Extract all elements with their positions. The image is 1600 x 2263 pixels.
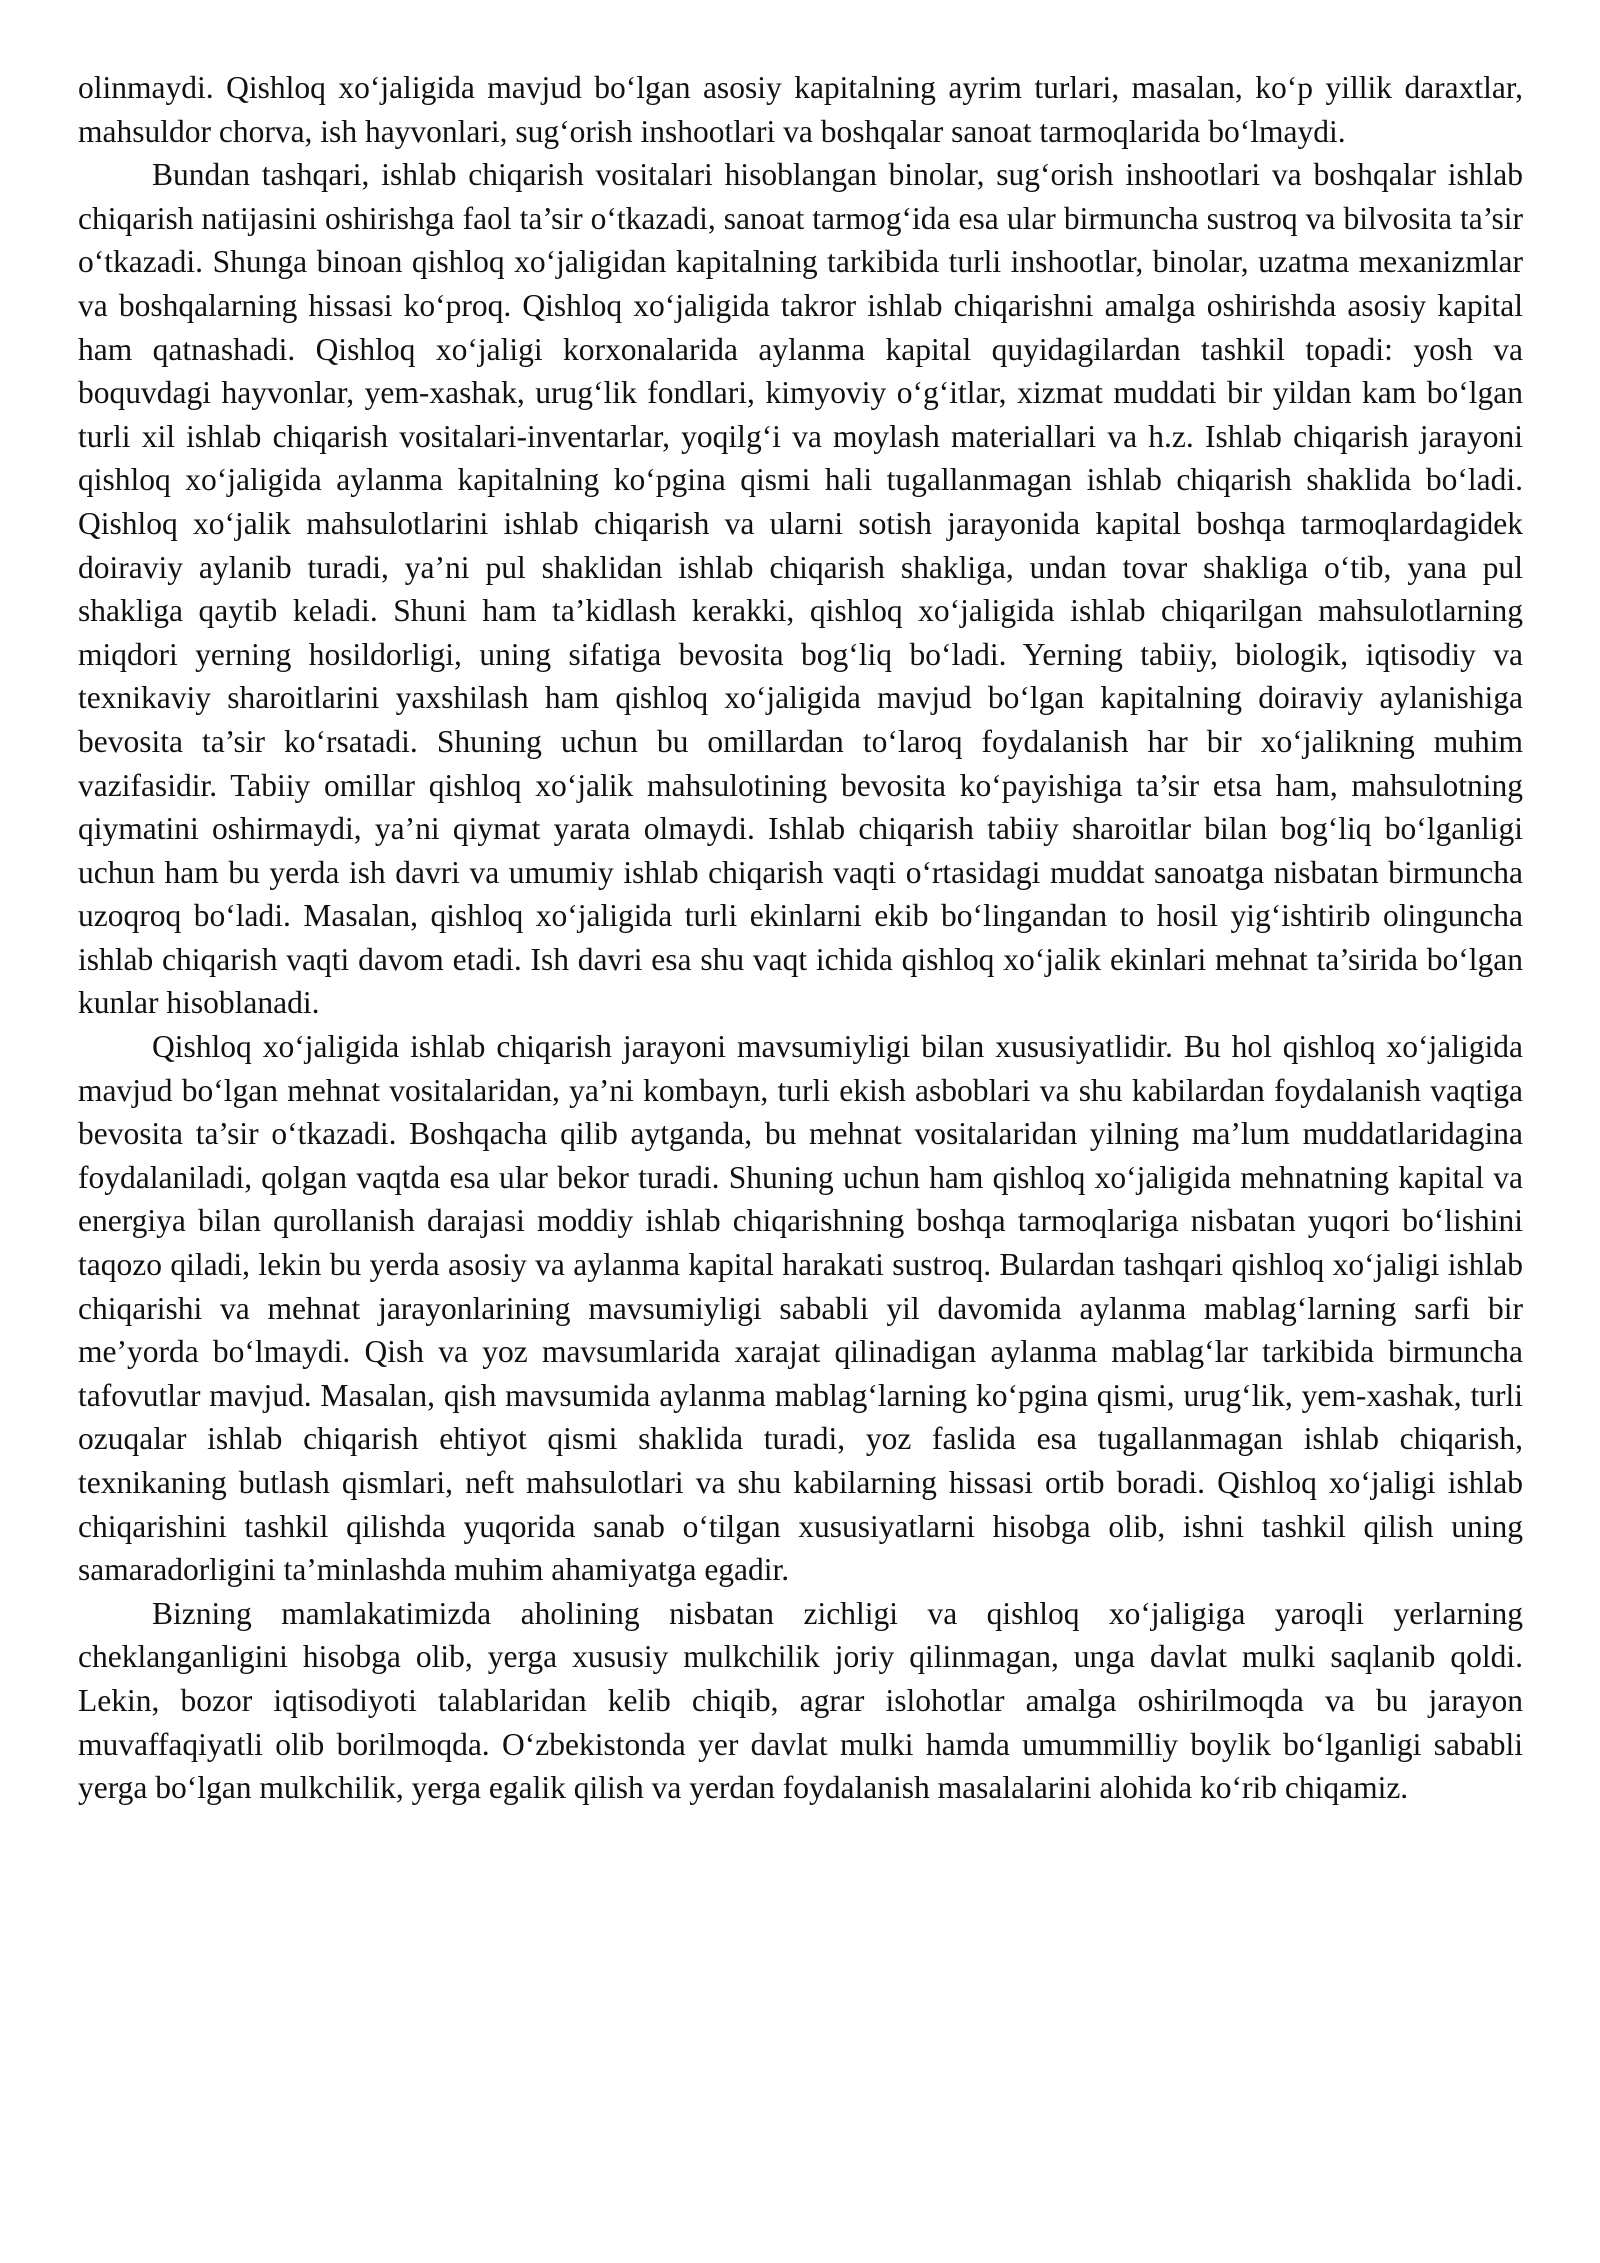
paragraph-production-means: Bundan tashqari, ishlab chiqarish vositalari hisoblangan binolar, sug‘orish inshootlari va boshqalar ishlab chiqarish natijasini oshirishga faol ta’sir o‘tkazadi, sanoat tarmog‘ida esa ular birmuncha sustroq va bilvosita ta’sir o‘tkazadi. Shunga binoan qishloq xo‘jaligidan kapitalning tarkibida turli inshootlar, binolar, uzatma mexanizmlar va boshqalarning hissasi ko‘proq. Qishloq xo‘jaligida takror ishlab chiqarishni amalga oshirishda asosiy kapital ham qatnashadi. Qishloq xo‘jaligi korxonalarida aylanma kapital quyidagilardan tashkil topadi: yosh va boquvdagi hayvonlar, yem-xashak, urug‘lik fondlari, kimyoviy o‘g‘itlar, xizmat muddati bir yildan kam bo‘lgan turli xil ishlab chiqarish vositalari-inventarlar, yoqilg‘i va moylash materiallari va h.z. Ishlab chiqarish jarayoni qishloq xo‘jaligida aylanma kapitalning ko‘pgina qismi hali tugallanmagan ishlab chiqarish shaklida bo‘ladi. Qishloq xo‘jalik mahsulotlarini ishlab chiqarish va ularni sotish jarayonida kapital boshqa tarmoqlardagidek doiraviy aylanib turadi, ya’ni pul shaklidan ishlab chiqarish shakliga, undan tovar shakliga o‘tib, yana pul shakliga qaytib keladi. Shuni ham ta’kidlash kerakki, qishloq xo‘jaligida ishlab chiqarilgan mahsulotlarning miqdori yerning hosildorligi, uning sifatiga bevosita bog‘liq bo‘ladi. Yerning tabiiy, biologik, iqtisodiy va texnikaviy sharoitlarini yaxshilash ham qishloq xo‘jaligida mavjud bo‘lgan kapitalning doiraviy aylanishiga bevosita ta’sir ko‘rsatadi. Shuning uchun bu omillardan to‘laroq foydalanish har bir xo‘jalikning muhim vazifasidir. Tabiiy omillar qishloq xo‘jalik mahsulotining bevosita ko‘payishiga ta’sir etsa ham, mahsulotning qiymatini oshirmaydi, ya’ni qiymat yarata olmaydi. Ishlab chiqarish tabiiy sharoitlar bilan bog‘liq bo‘lganligi uchun ham bu yerda ish davri va umumiy ishlab chiqarish vaqti o‘rtasidagi muddat sanoatga nisbatan birmuncha uzoqroq bo‘ladi. Masalan, qishloq xo‘jaligida turli ekinlarni ekib bo‘lingandan to hosil yig‘ishtirib olinguncha ishlab chiqarish vaqti davom etadi. Ish davri esa shu vaqt ichida qishloq xo‘jalik ekinlari mehnat ta’sirida bo‘lgan kunlar hisoblanadi. — [78, 157, 1523, 1021]
document-page — [78, 66, 1523, 1810]
paragraph-land-ownership: Bizning mamlakatimizda aholining nisbatan zichligi va qishloq xo‘jaligiga yaroqli yerlarning cheklanganligini hisobga olib, yerga xususiy mulkchilik joriy qilinmagan, unga davlat mulki saqlanib qoldi. Lekin, bozor iqtisodiyoti talablaridan kelib chiqib, agrar islohotlar amalga oshirilmoqda va bu jarayon muvaffaqiyatli olib borilmoqda. O‘zbekistonda yer davlat mulki hamda umummilliy boylik bo‘lganligi sababli yerga bo‘lgan mulkchilik, yerga egalik qilish va yerdan foydalanish masalalarini alohida ko‘rib chiqamiz. — [78, 1595, 1523, 1806]
paragraph-continuation: olinmaydi. Qishloq xo‘jaligida mavjud bo‘lgan asosiy kapitalning ayrim turlari, masalan, ko‘p yillik daraxtlar, mahsuldor chorva, ish hayvonlari, sug‘orish inshootlari va boshqalar sanoat tarmoqlarida bo‘lmaydi. — [78, 70, 1523, 149]
paragraph-seasonality: Qishloq xo‘jaligida ishlab chiqarish jarayoni mavsumiyligi bilan xususiyatlidir. Bu hol qishloq xo‘jaligida mavjud bo‘lgan mehnat vositalaridan, ya’ni kombayn, turli ekish asboblari va shu kabilardan foydalanish vaqtiga bevosita ta’sir o‘tkazadi. Boshqacha qilib aytganda, bu mehnat vositalaridan yilning ma’lum muddatlaridagina foydalaniladi, qolgan vaqtda esa ular bekor turadi. Shuning uchun ham qishloq xo‘jaligida mehnatning kapital va energiya bilan qurollanish darajasi moddiy ishlab chiqarishning boshqa tarmoqlariga nisbatan yuqori bo‘lishini taqozo qiladi, lekin bu yerda asosiy va aylanma kapital harakati sustroq. Bulardan tashqari qishloq xo‘jaligi ishlab chiqarishi va mehnat jarayonlarining mavsumiyligi sababli yil davomida aylanma mablag‘larning sarfi bir me’yorda bo‘lmaydi. Qish va yoz mavsumlarida xarajat qilinadigan aylanma mablag‘lar tarkibida birmuncha tafovutlar mavjud. Masalan, qish mavsumida aylanma mablag‘larning ko‘pgina qismi, urug‘lik, yem-xashak, turli ozuqalar ishlab chiqarish ehtiyot qismi shaklida turadi, yoz faslida esa tugallanmagan ishlab chiqarish, texnikaning butlash qismlari, neft mahsulotlari va shu kabilarning hissasi ortib boradi. Qishloq xo‘jaligi ishlab chiqarishini tashkil qilishda yuqorida sanab o‘tilgan xususiyatlarni hisobga olib, ishni tashkil qilish uning samaradorligini ta’minlashda muhim ahamiyatga egadir. — [78, 1029, 1523, 1588]
